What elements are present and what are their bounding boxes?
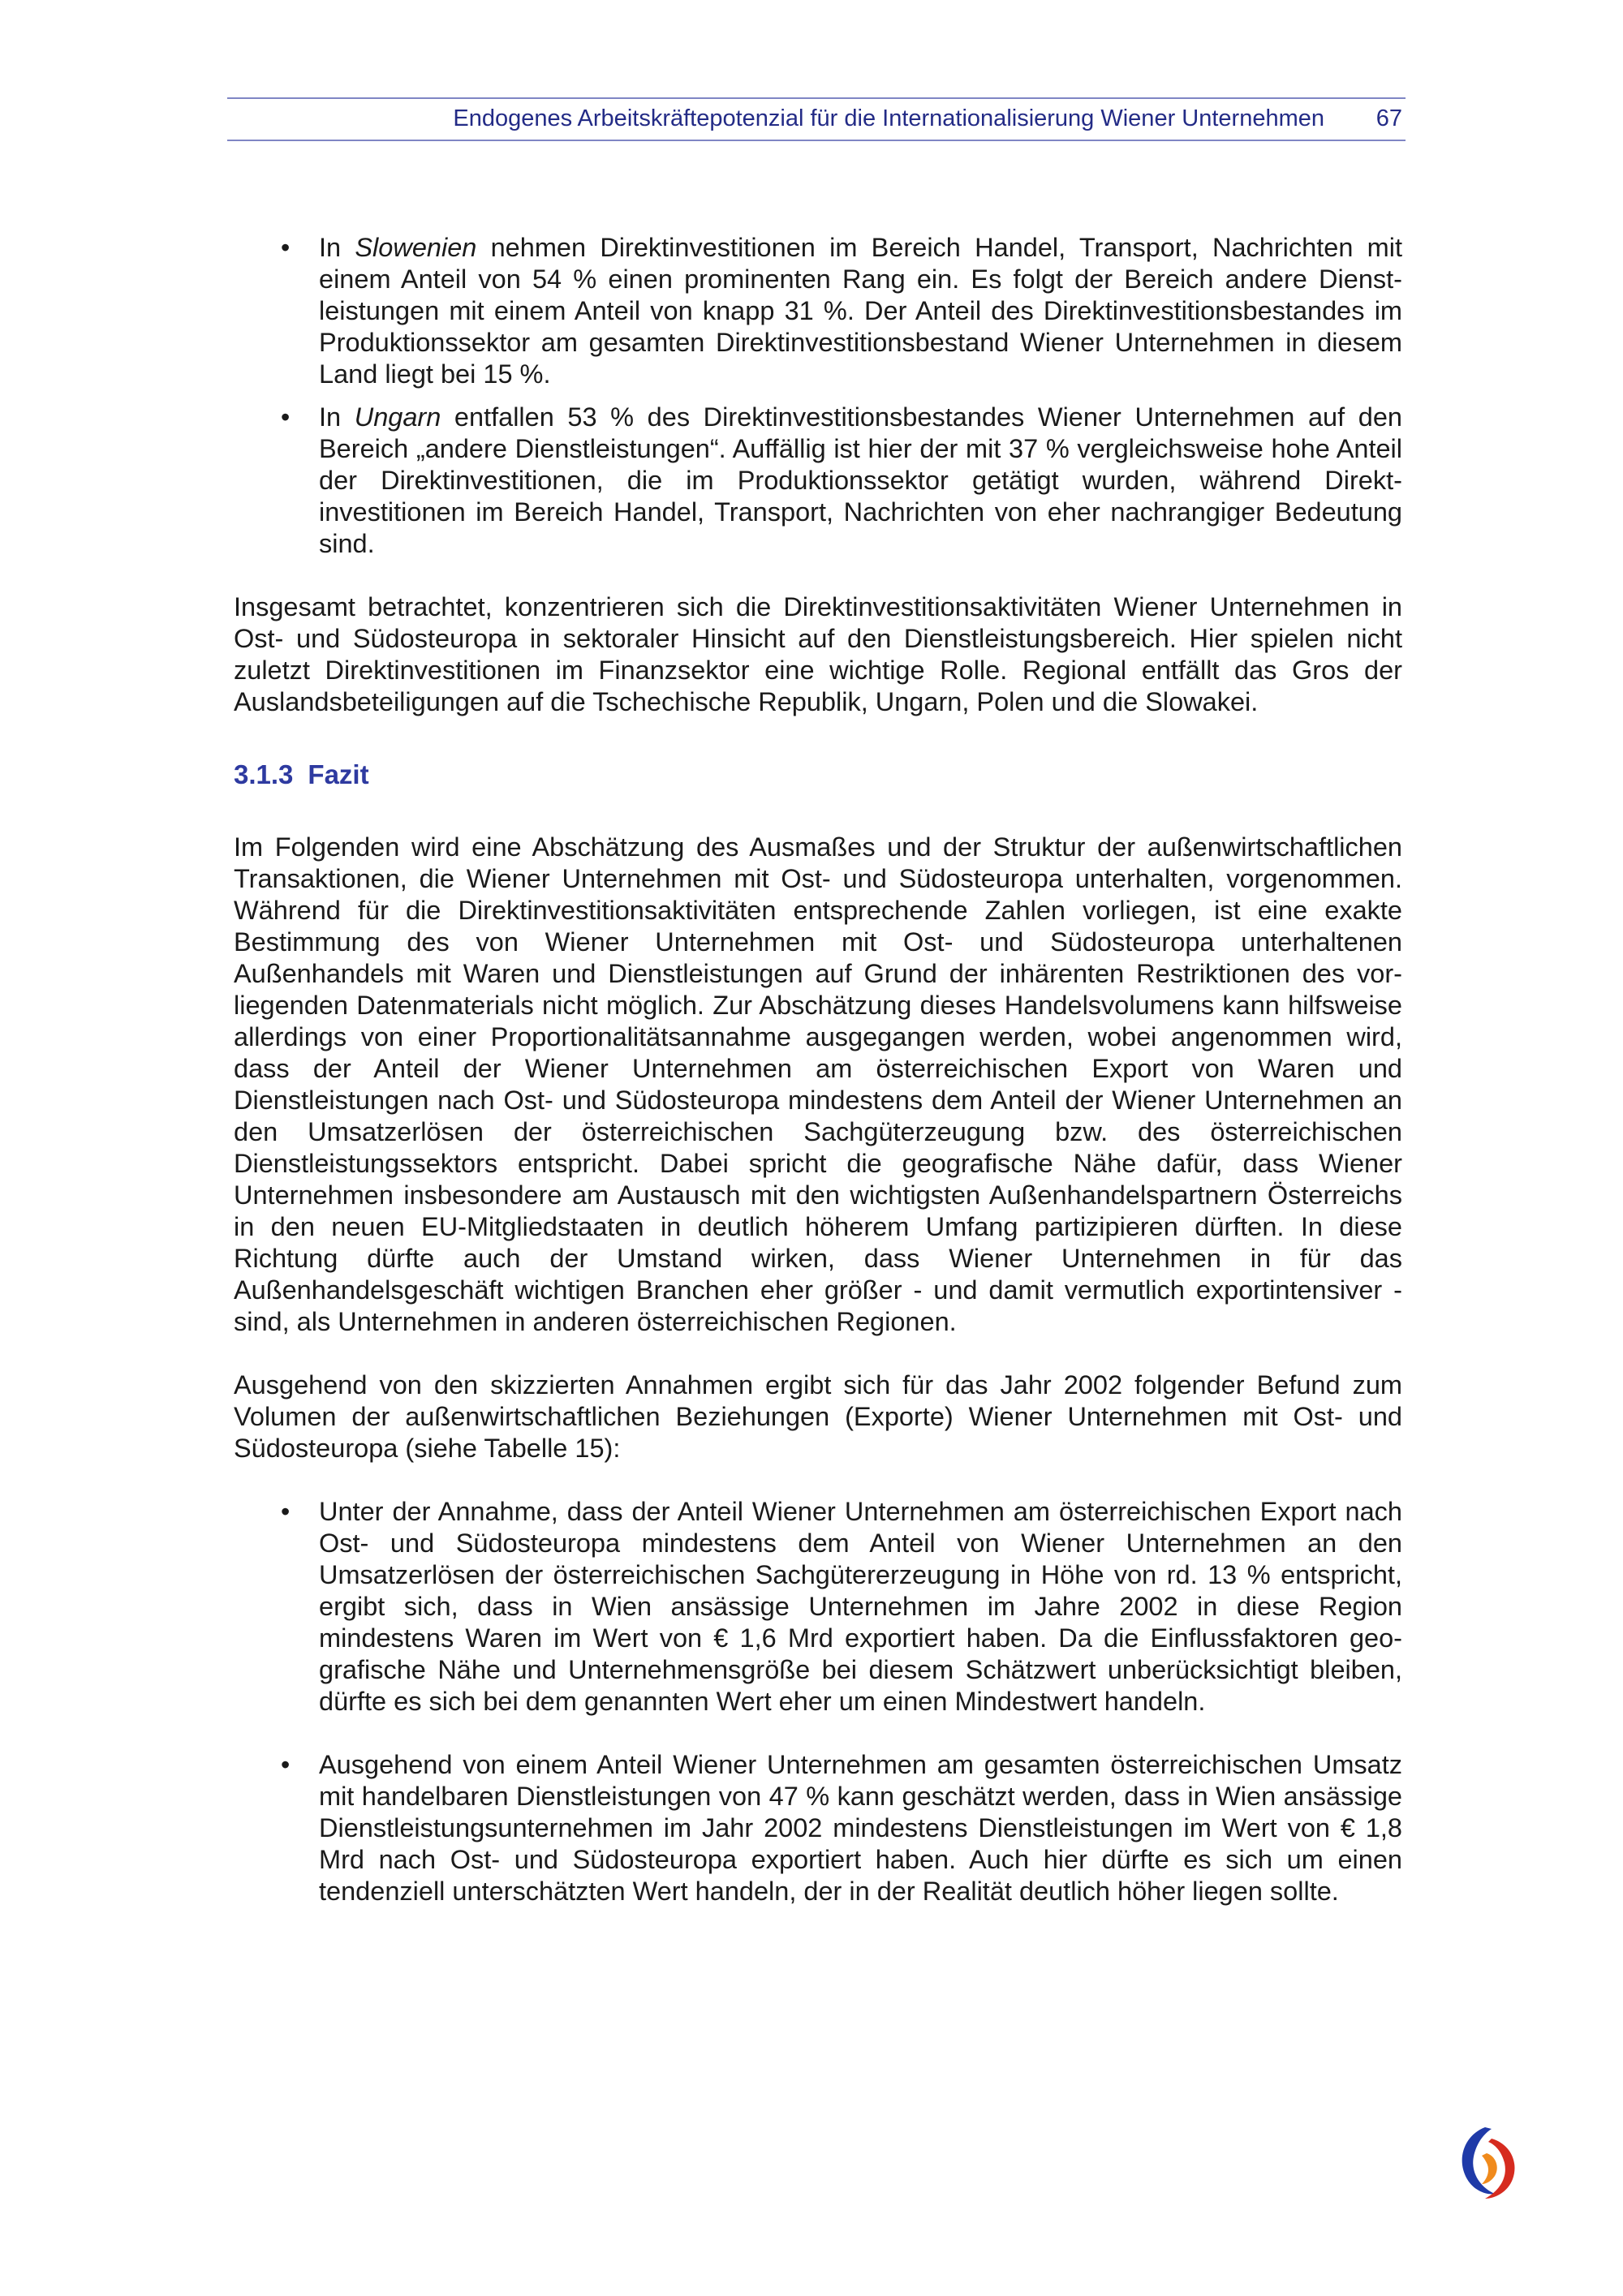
bullet-services-export: • Ausgehend von einem Anteil Wiener Unternehmen am gesamten österreichischen Umsatz mit handelbaren Dienstleistungen von 47 % kann geschätzt werden, dass in Wien ansässige Dienstleistungsunternehmen im Jahr 2002 mindestens Dienstleistungen im Wert von € 1,8 Mrd nach Ost- und Südosteuropa exportiert haben. Auch hier dürfte es sich um einen tendenziell unterschätzten Wert handeln, der in der Realität deutlich höher liegen sollte. [234, 1749, 1402, 1907]
section-heading [234, 759, 1402, 791]
bullet-slovenia: • In Slowenien nehmen Direktinvestitionen im Bereich Handel, Transport, Nachrichten mit einem Anteil von 54 % einen prominenten Rang ein. Es folgt der Bereich andere Dienstleistungen mit einem Anteil von knapp 31 %. Der Anteil des Direktinvestitionsbestandes im Produktionssektor am gesamten Direktinvestitionsbestand Wiener Unternehmen in diesem Land liegt bei 15 %. [234, 232, 1402, 390]
summary-paragraph: Insgesamt betrachtet, konzentrieren sich die Direktinvestitionsaktivitäten Wiener Unternehmen in Ost- und Südosteuropa in sektoraler Hinsicht auf den Dienstleistungsbereich. Hier spielen nicht zuletzt Direktinvestitionen im Finanzsektor eine wichtige Rolle. Regional entfällt das Gros der Auslandsbeteiligungen auf die Tschechische Republik, Ungarn, Polen und die Slowakei. [234, 592, 1402, 716]
export-bullet-list [234, 1496, 1402, 1907]
page-header [227, 97, 1406, 141]
page-number: 67 [1375, 105, 1402, 131]
section-number: 3.1.3 [234, 759, 294, 789]
country-name: Ungarn [354, 402, 441, 432]
fazit-paragraph-1: Im Folgenden wird eine Abschätzung des Ausmaßes und der Struktur der außenwirtschaftlichen Transaktionen, die Wiener Unternehmen mit Ost- und Südosteuropa unterhalten, vorgenommen. Während für die Direktinvestitionsaktivitäten entsprechende Zahlen vorliegen, ist eine exakte Bestimmung des von Wiener Unternehmen mit Ost- und Südosteuropa unterhaltenen Außenhandels mit Waren und Dienstleistungen auf Grund der inhärenten Restriktionen des vorliegenden Datenmaterials nicht möglich. Zur Abschätzung dieses Handelsvolumens kann hilfsweise allerdings von einer Proportionalitätsannahme ausgegangen werden, wobei angenommen wird, dass der Anteil der Wiener Unternehmen am österreichischen Export von Waren und Dienstleistungen nach Ost- und Südosteuropa mindestens dem Anteil der Wiener Unternehmen an den Umsatzerlösen der österreichischen Sachgüterzeugung bzw. des österreichischen Dienstleistungssektors entspricht. Dabei spricht die geografische Nähe dafür, dass Wiener Unternehmen insbesondere am Austausch mit den wichtigsten Außenhandelspartnern Österreichs in den neuen EU-Mitgliedstaaten in deutlich höherem Umfang partizipieren dürften. In diese Richtung dürfte auch der Umstand wirken, dass Wiener Unternehmen in für das Außenhandelsgeschäft wichtigen Branchen eher größer - und damit vermutlich exportintensiver - sind, als Unternehmen in anderen österreichischen Regionen. [234, 832, 1402, 1336]
bullet-goods-export: • Unter der Annahme, dass der Anteil Wiener Unternehmen am österreichischen Export nach Ost- und Südosteuropa mindestens dem Anteil von Wiener Unternehmen an den Umsatzerlösen der österreichischen Sachgütererzeugung in Höhe von rd. 13 % entspricht, ergibt sich, dass in Wien ansässige Unternehmen im Jahre 2002 in diese Region mindestens Waren im Wert von € 1,6 Mrd exportiert haben. Da die Einflussfaktoren geografische Nähe und Unternehmensgröße bei diesem Schätzwert unberücksichtigt bleiben, dürfte es sich bei dem genannten Wert eher um einen Mindestwert handeln. [234, 1496, 1402, 1718]
organization-logo-icon [1453, 2121, 1526, 2202]
section-title: Fazit [308, 759, 369, 789]
running-title: Endogenes Arbeitskräftepotenzial für die Internationalisierung Wiener Unternehmen [453, 105, 1324, 131]
fazit-paragraph-2: Ausgehend von den skizzierten Annahmen ergibt sich für das Jahr 2002 folgender Befund zum Volumen der außenwirtschaftlichen Beziehungen (Exporte) Wiener Unternehmen mit Ost- und Südosteuropa (siehe Tabelle 15): [234, 1370, 1402, 1463]
bullet-hungary: • In Ungarn entfallen 53 % des Direktinvestitionsbestandes Wiener Unternehmen auf den Bereich „andere Dienstleistungen“. Auffällig ist hier der mit 37 % vergleichsweise hohe Anteil der Direktinvestitionen, die im Produktionssektor getätigt wurden, während Direktinvestitionen im Bereich Handel, Transport, Nachrichten von eher nachrangiger Bedeutung sind. [234, 402, 1402, 560]
document-body [234, 232, 1402, 1907]
country-name: Slowenien [355, 233, 477, 262]
logo-orange-arc [1482, 2153, 1497, 2184]
country-bullet-list [234, 232, 1402, 560]
